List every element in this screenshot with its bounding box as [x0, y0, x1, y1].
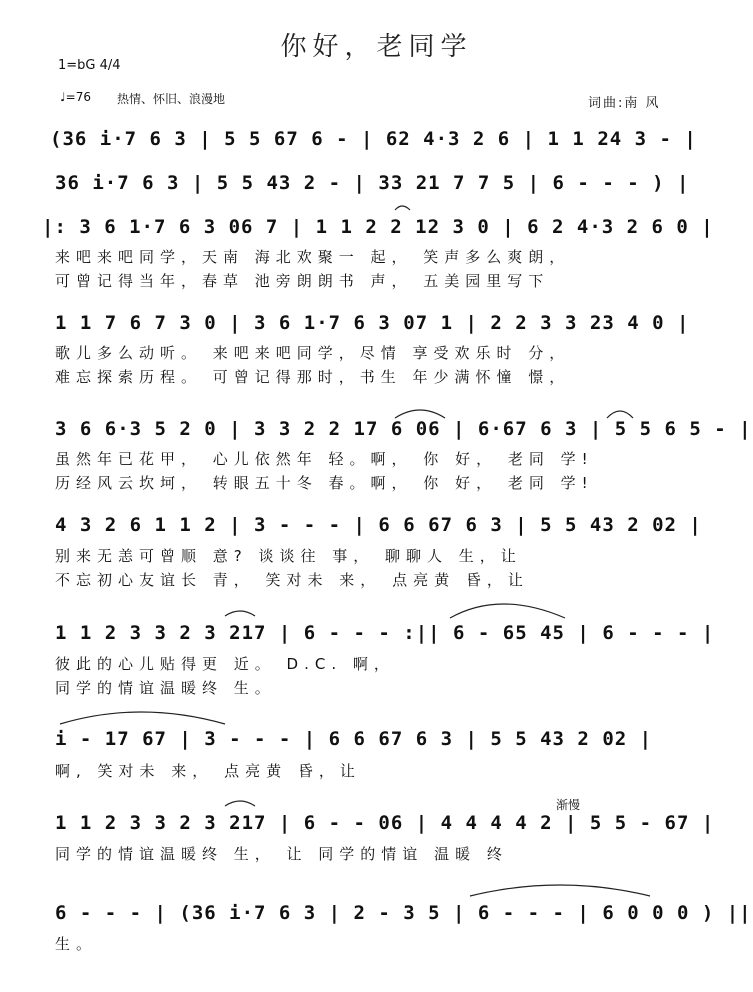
lyric-line: 别来无恙可曾顺 意? 谈谈往 事， 聊聊人 生，让 — [55, 547, 522, 565]
lyric-line: 彼此的心儿贴得更 近。 D.C. 啊， — [55, 655, 395, 673]
notation-row: i - 17 67 | 3 - - - | 6 6 67 6 3 | 5 5 43 2 02 | — [55, 728, 653, 750]
page-title: 你好，老同学 — [280, 32, 473, 62]
credit-line: 词曲:南 风 — [588, 96, 661, 111]
slur — [225, 801, 255, 806]
lyric-line: 来吧来吧同学，天南 海北欢聚一 起， 笑声多么爽朗， — [55, 248, 571, 266]
notation-row: |: 3 6 1·7 6 3 06 7 | 1 1 2 2 12 3 0 | 6 2 4·3 2 6 0 | — [42, 216, 714, 238]
tempo-marking: ♩=76 — [60, 90, 91, 104]
lyric-line: 歌儿多么动听。 来吧来吧同学，尽情 享受欢乐时 分， — [55, 344, 571, 362]
slur — [470, 885, 650, 896]
notation-row: 1 1 2 3 3 2 3 217 | 6 - - 06 | 4 4 4 4 2 | 5 5 - 67 | — [55, 812, 715, 834]
slur — [450, 604, 565, 618]
lyric-line: 虽然年已花甲， 心儿依然年 轻。啊， 你 好， 老同 学! — [55, 450, 594, 468]
lyric-line: 历经风云坎坷， 转眼五十冬 春。啊， 你 好， 老同 学! — [55, 474, 594, 492]
lyric-line: 同学的情谊温暖终 生， 让 同学的情谊 温暖 终 — [55, 845, 508, 863]
lyric-line: 生。 — [55, 935, 98, 953]
key-signature: 1=bG 4/4 — [58, 58, 121, 73]
notation-row: 1 1 2 3 3 2 3 217 | 6 - - - :|| 6 - 65 45 | 6 - - - | — [55, 622, 715, 644]
lyric-line: 可曾记得当年，春草 池旁朗朗书 声， 五美园里写下 — [55, 272, 550, 290]
notation-row: (36 i·7 6 3 | 5 5 67 6 - | 62 4·3 2 6 | 1 1 24 3 - | — [50, 128, 697, 150]
notation-row: 1 1 7 6 7 3 0 | 3 6 1·7 6 3 07 1 | 2 2 3 3 23 4 0 | — [55, 312, 690, 334]
tempo-change-marking: 渐慢 — [556, 798, 581, 812]
notation-row: 36 i·7 6 3 | 5 5 43 2 - | 33 21 7 7 5 | 6 - - - ) | — [55, 172, 690, 194]
slur — [60, 712, 225, 724]
slur — [607, 411, 633, 418]
slur — [225, 611, 255, 616]
slur — [395, 206, 410, 210]
lyric-line: 啊, 笑对未 来， 点亮黄 昏，让 — [55, 762, 361, 780]
notation-row: 3 6 6·3 5 2 0 | 3 3 2 2 17 6 06 | 6·67 6 3 | 5 5 6 5 - | — [55, 418, 752, 440]
lyric-line: 不忘初心友谊长 青， 笑对未 来， 点亮黄 昏，让 — [55, 571, 529, 589]
lyric-line: 同学的情谊温暖终 生。 — [55, 679, 276, 697]
notation-row: 6 - - - | (36 i·7 6 3 | 2 - 3 5 | 6 - - - | 6 0 0 0 ) || — [55, 902, 752, 924]
lyric-line: 难忘探索历程。 可曾记得那时，书生 年少满怀憧 憬， — [55, 368, 571, 386]
notation-row: 4 3 2 6 1 1 2 | 3 - - - | 6 6 67 6 3 | 5 5 43 2 02 | — [55, 514, 702, 536]
slur — [395, 410, 445, 418]
expression-marking: 热情、怀旧、浪漫地 — [117, 92, 226, 106]
